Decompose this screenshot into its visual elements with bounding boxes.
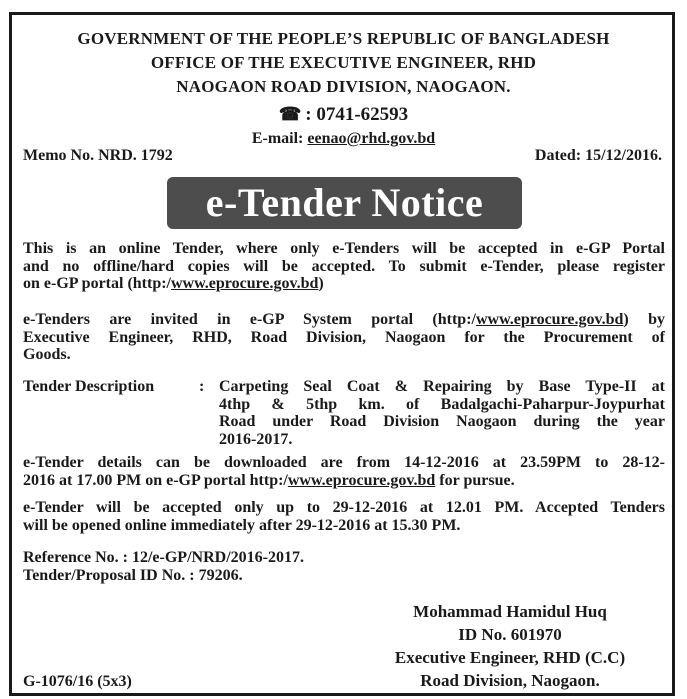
memo-date: Dated: 15/12/2016. bbox=[534, 147, 662, 164]
notice-title: e-Tender Notice bbox=[167, 177, 522, 229]
header-office: OFFICE OF THE EXECUTIVE ENGINEER, RHD bbox=[150, 53, 537, 72]
eprocure-link[interactable]: www.eprocure.gov.bd bbox=[287, 471, 436, 489]
paragraph-invitation: e-Tenders are invited in e-GP System portal (http:/www.eprocure.gov.bd) by Executive Engineer, RHD, Road Division, Naogaon for the Procurement of Goods. bbox=[23, 311, 665, 363]
paragraph-online-tender: This is an online Tender, where only e-Tenders will be accepted in e-GP Portal and no offline/hard copies will be accepted. To submit e-Tender, please register on e-GP portal (http:/www.eprocure.gov.bd) bbox=[23, 240, 665, 292]
signatory-name: Mohammad Hamidul Huq bbox=[413, 602, 607, 621]
phone-icon: ☎ bbox=[278, 104, 302, 124]
advert-code: G-1076/16 (5x3) bbox=[23, 673, 132, 690]
eprocure-link[interactable]: www.eprocure.gov.bd bbox=[475, 311, 624, 328]
signatory-id: ID No. 601970 bbox=[458, 625, 562, 644]
signatory-designation: Executive Engineer, RHD (C.C) bbox=[394, 648, 626, 667]
eprocure-link[interactable]: www.eprocure.gov.bd bbox=[171, 275, 319, 292]
header-government: GOVERNMENT OF THE PEOPLE’S REPUBLIC OF BANGLADESH bbox=[77, 29, 610, 48]
tender-description-label: Tender Description bbox=[23, 378, 155, 395]
paragraph-acceptance: e-Tender will be accepted only up to 29-12-2016 at 12.01 PM. Accepted Tenders will be opened online immediately after 29-12-2016 at 15.30 PM. bbox=[23, 499, 665, 534]
signatory-office: Road Division, Naogaon. bbox=[420, 671, 600, 690]
memo-number: Memo No. NRD. 1792 bbox=[23, 147, 173, 164]
reference-number: Reference No. : 12/e-GP/NRD/2016-2017. bbox=[23, 549, 304, 566]
email-address[interactable]: eenao@rhd.gov.bd bbox=[307, 130, 436, 147]
tender-description-value: Carpeting Seal Coat & Repairing by Base Type-II at 4thp & 5thp km. of Badalgachi-Paharpur-Joypurhat Road under Road Division Naogaon during the year 2016-2017. bbox=[219, 378, 665, 448]
header-division: NAOGAON ROAD DIVISION, NAOGAON. bbox=[176, 77, 511, 96]
proposal-id: Tender/Proposal ID No. : 79206. bbox=[23, 567, 243, 584]
paragraph-download-details: e-Tender details can be downloaded are from 14-12-2016 at 23.59PM to 28-12- 2016 at 17.00 PM on e-GP portal http:/www.eprocure.gov.bd for pursue. bbox=[23, 454, 665, 489]
email-label: E-mail: bbox=[251, 130, 304, 147]
tender-description-colon: : bbox=[199, 378, 205, 395]
phone-line bbox=[0, 103, 687, 126]
phone-number: : 0741-62593 bbox=[305, 104, 409, 125]
